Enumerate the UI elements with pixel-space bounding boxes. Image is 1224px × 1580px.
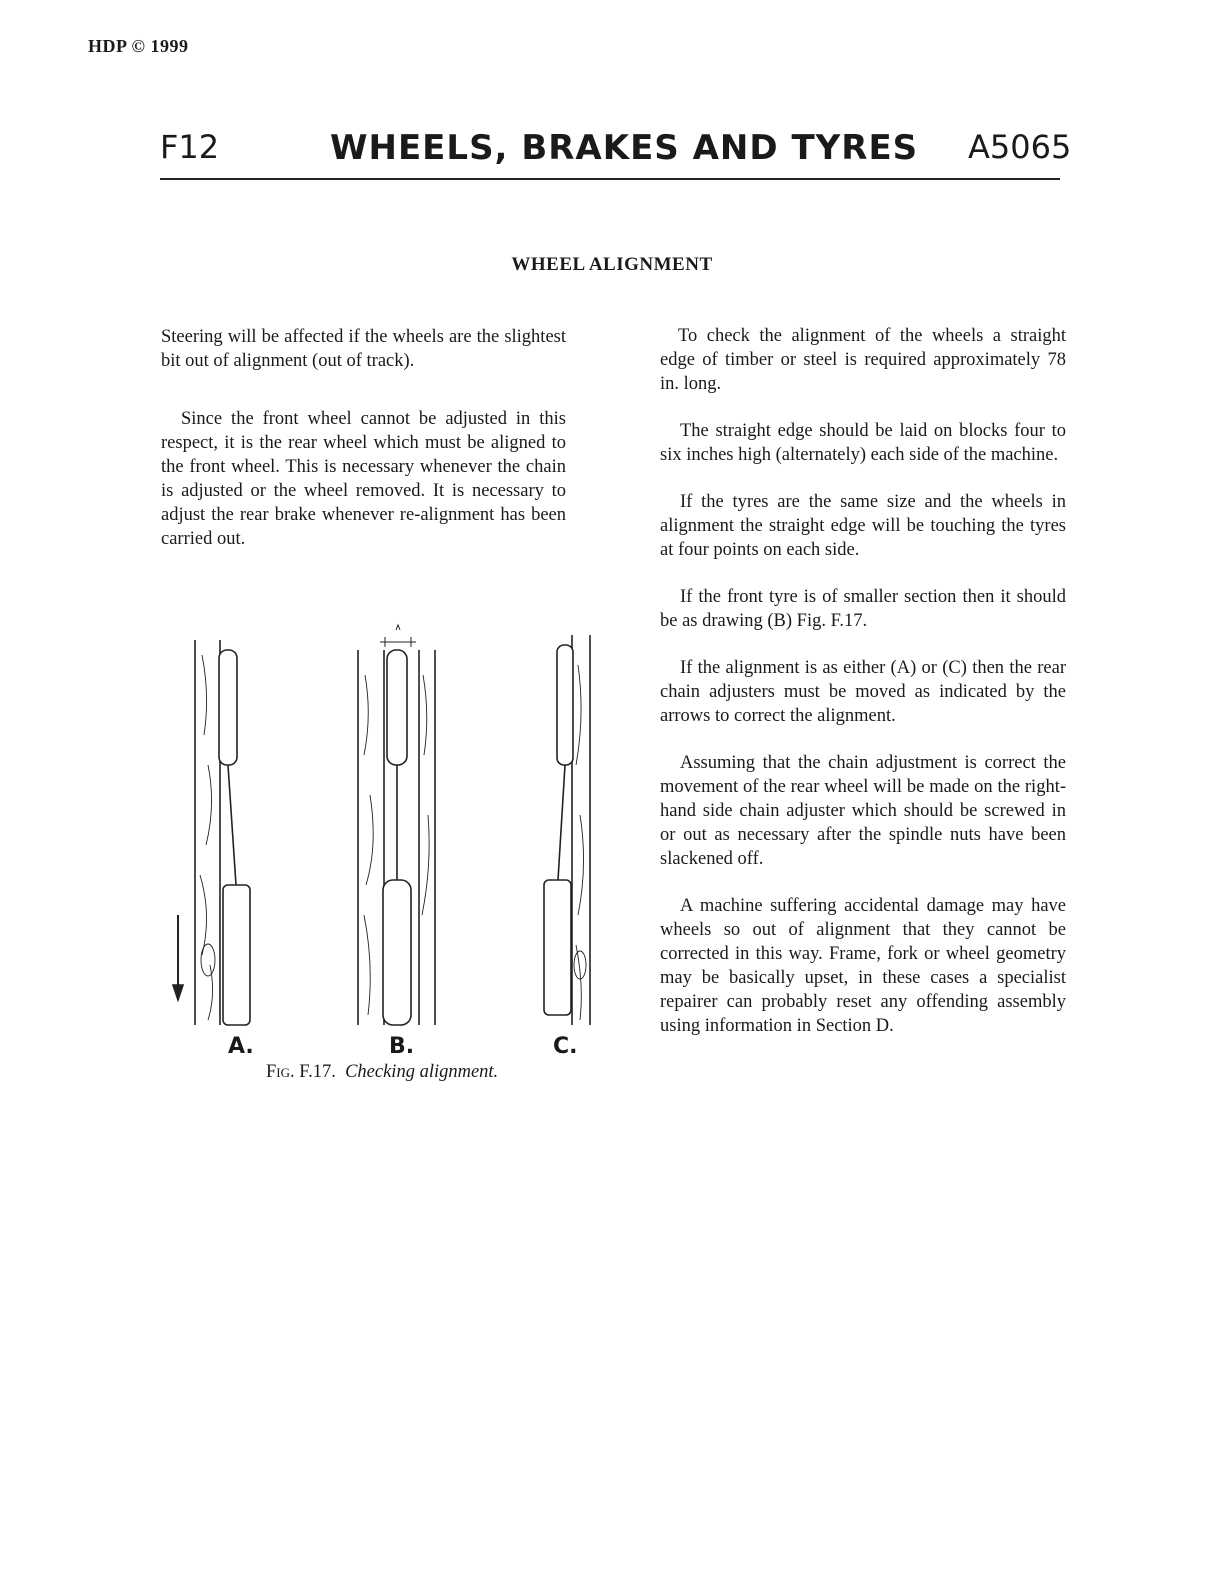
drawing-a (173, 640, 250, 1025)
section-heading: WHEEL ALIGNMENT (511, 254, 713, 275)
left-column (161, 325, 566, 551)
drawing-c (544, 635, 600, 1025)
alignment-figure (160, 615, 600, 1045)
paragraph: Since the front wheel cannot be adjusted in this respect, it is the rear wheel which must be aligned to the front wheel. This is necessary whenever the chain is adjusted or the wheel removed. It is necessary to adjust the rear brake whenever re-alignment has been carried out. (161, 409, 566, 549)
figure-label-c: C. (553, 1034, 578, 1059)
page-title: WHEELS, BRAKES AND TYRES (330, 128, 919, 168)
paragraph: To check the alignment of the wheels a straight edge of timber or steel is required approximately 78 in. long. (660, 326, 1066, 394)
copyright-notice: HDP © 1999 (88, 36, 189, 56)
figure-number: Fig. F.17. (266, 1062, 336, 1082)
figure-label-a: A. (228, 1034, 254, 1059)
paragraph: If the alignment is as either (A) or (C) then the rear chain adjusters must be moved as indicated by the arrows to correct the alignment. (660, 658, 1066, 726)
paragraph: If the tyres are the same size and the wheels in alignment the straight edge will be touching the tyres at four points on each side. (660, 492, 1066, 560)
paragraph: Steering will be affected if the wheels are the slightest bit out of alignment (out of track). (161, 327, 566, 371)
section-code: F12 (160, 128, 220, 166)
paragraph: A machine suffering accidental damage may have wheels so out of alignment that they cannot be corrected in this way. Frame, fork or wheel geometry may be basically upset, in these cases a specialist repairer can probably reset any offending assembly using information in Section D. (660, 896, 1066, 1036)
figure-caption (266, 1062, 498, 1083)
right-column (660, 324, 1066, 1061)
header-rule (160, 178, 1060, 180)
paragraph: If the front tyre is of smaller section then it should be as drawing (B) Fig. F.17. (660, 587, 1066, 631)
drawing-b (358, 625, 435, 1025)
figure-caption-text: Checking alignment. (345, 1062, 499, 1082)
paragraph: The straight edge should be laid on blocks four to six inches high (alternately) each side of the machine. (660, 421, 1066, 465)
model-code: A5065 (968, 128, 1072, 166)
paragraph: Assuming that the chain adjustment is correct the movement of the rear wheel will be made on the right-hand side chain adjuster which should be screwed in or out as necessary after the spindle nuts have been slackened off. (660, 753, 1066, 869)
figure-label-b: B. (389, 1034, 415, 1059)
